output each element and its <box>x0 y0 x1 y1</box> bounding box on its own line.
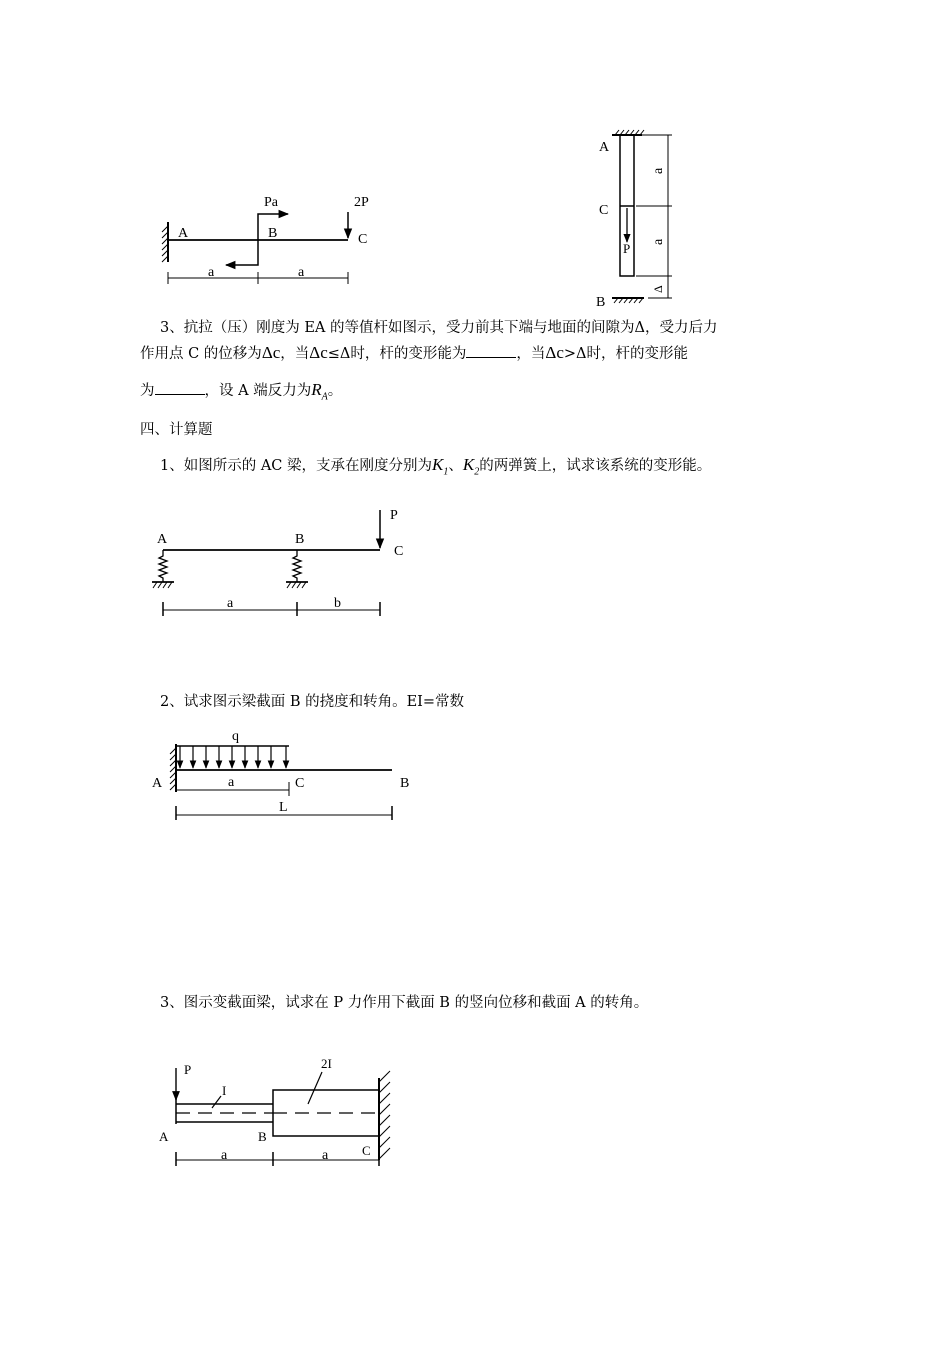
label-q: q <box>232 729 239 744</box>
fig-p1 <box>152 508 403 616</box>
q3-text-3c: 。 <box>327 383 343 399</box>
p1-sep: 、 <box>448 458 463 474</box>
label-A: A <box>599 140 610 155</box>
p1-K2-sub: 2 <box>474 466 480 478</box>
label-force: 2P <box>354 195 369 210</box>
dim-gap: Δ <box>651 285 665 293</box>
label-A: A <box>178 226 189 241</box>
p2-text <box>160 692 464 712</box>
answer-blank-1[interactable] <box>466 343 516 358</box>
p1-text-b: 的两弹簧上，试求该系统的变形能。 <box>479 458 712 474</box>
label-C: C <box>599 203 609 218</box>
label-B: B <box>258 1129 267 1144</box>
q3-text-2c: ，当 <box>516 346 546 362</box>
label-B: B <box>268 226 278 241</box>
q3-cond2: >Δ时，杆的变形能 <box>563 346 689 362</box>
p3-text <box>160 993 648 1013</box>
label-B: B <box>596 295 606 310</box>
q3-R-sub: A <box>321 391 328 403</box>
q3-text-2b: ，当 <box>280 346 310 362</box>
p1-K1-letter: K <box>432 455 444 474</box>
q3-R: R <box>311 380 322 399</box>
dim-2: a <box>298 265 305 280</box>
label-P: P <box>390 508 398 523</box>
q3-line1 <box>160 318 717 338</box>
fig-top-left <box>162 195 369 284</box>
p1-text <box>160 455 711 482</box>
section-4-title: 四、计算题 <box>140 422 213 438</box>
dim-1: a <box>651 167 666 174</box>
label-C: C <box>295 776 305 791</box>
label-2I: 2I <box>321 1056 332 1071</box>
label-I: I <box>222 1083 227 1098</box>
q3-text-3a: 为 <box>140 383 155 399</box>
dim-a: a <box>228 775 235 790</box>
p3-question: 3、图示变截面梁，试求在 P 力作用下截面 B 的竖向位移和截面 A 的转角。 <box>160 995 649 1011</box>
dim-2: a <box>322 1148 329 1163</box>
q3-delta-c: Δc <box>261 343 281 362</box>
q3-text-2a: 作用点 C 的位移为 <box>140 346 262 362</box>
fig-p2 <box>152 729 409 820</box>
dim-2: a <box>651 238 666 245</box>
dim-L: L <box>279 800 288 815</box>
label-A: A <box>152 776 163 791</box>
q3-delta-c-3: Δc <box>545 343 564 362</box>
p1-K2 <box>462 455 480 478</box>
label-P: P <box>623 241 631 256</box>
label-P: P <box>184 1062 192 1077</box>
answer-blank-2[interactable] <box>155 380 205 395</box>
fig-p3 <box>159 1056 390 1166</box>
label-C: C <box>394 544 404 559</box>
fig-top-right <box>596 130 672 310</box>
q3-line3 <box>140 380 342 407</box>
q3-RA <box>311 380 328 403</box>
label-moment: Pa <box>264 195 278 210</box>
section-title <box>140 420 213 440</box>
p1-K2-letter: K <box>462 455 475 474</box>
label-A: A <box>157 532 168 547</box>
q3-cond1: ≤Δ时，杆的变形能为 <box>327 346 467 362</box>
p1-K1-sub: 1 <box>443 466 449 478</box>
dim-1: a <box>221 1148 228 1163</box>
dim-a: a <box>227 596 234 611</box>
label-C: C <box>358 232 368 247</box>
dim-1: a <box>208 265 215 280</box>
p1-K1 <box>432 455 449 478</box>
label-B: B <box>295 532 305 547</box>
p1-text-a: 1、如图所示的 AC 梁，支承在刚度分别为 <box>160 458 433 474</box>
label-A: A <box>159 1129 169 1144</box>
q3-text-1: 3、抗拉（压）刚度为 EA 的等值杆如图示，受力前其下端与地面的间隙为Δ，受力后力 <box>160 320 718 336</box>
label-B: B <box>400 776 410 791</box>
q3-text-3b: ，设 A 端反力为 <box>204 383 312 399</box>
dim-b: b <box>334 596 341 611</box>
p2-question: 2、试求图示梁截面 B 的挠度和转角。EI=常数 <box>160 694 465 710</box>
q3-delta-c-2: Δc <box>309 343 328 362</box>
label-C: C <box>362 1143 371 1158</box>
q3-line2 <box>140 343 688 364</box>
